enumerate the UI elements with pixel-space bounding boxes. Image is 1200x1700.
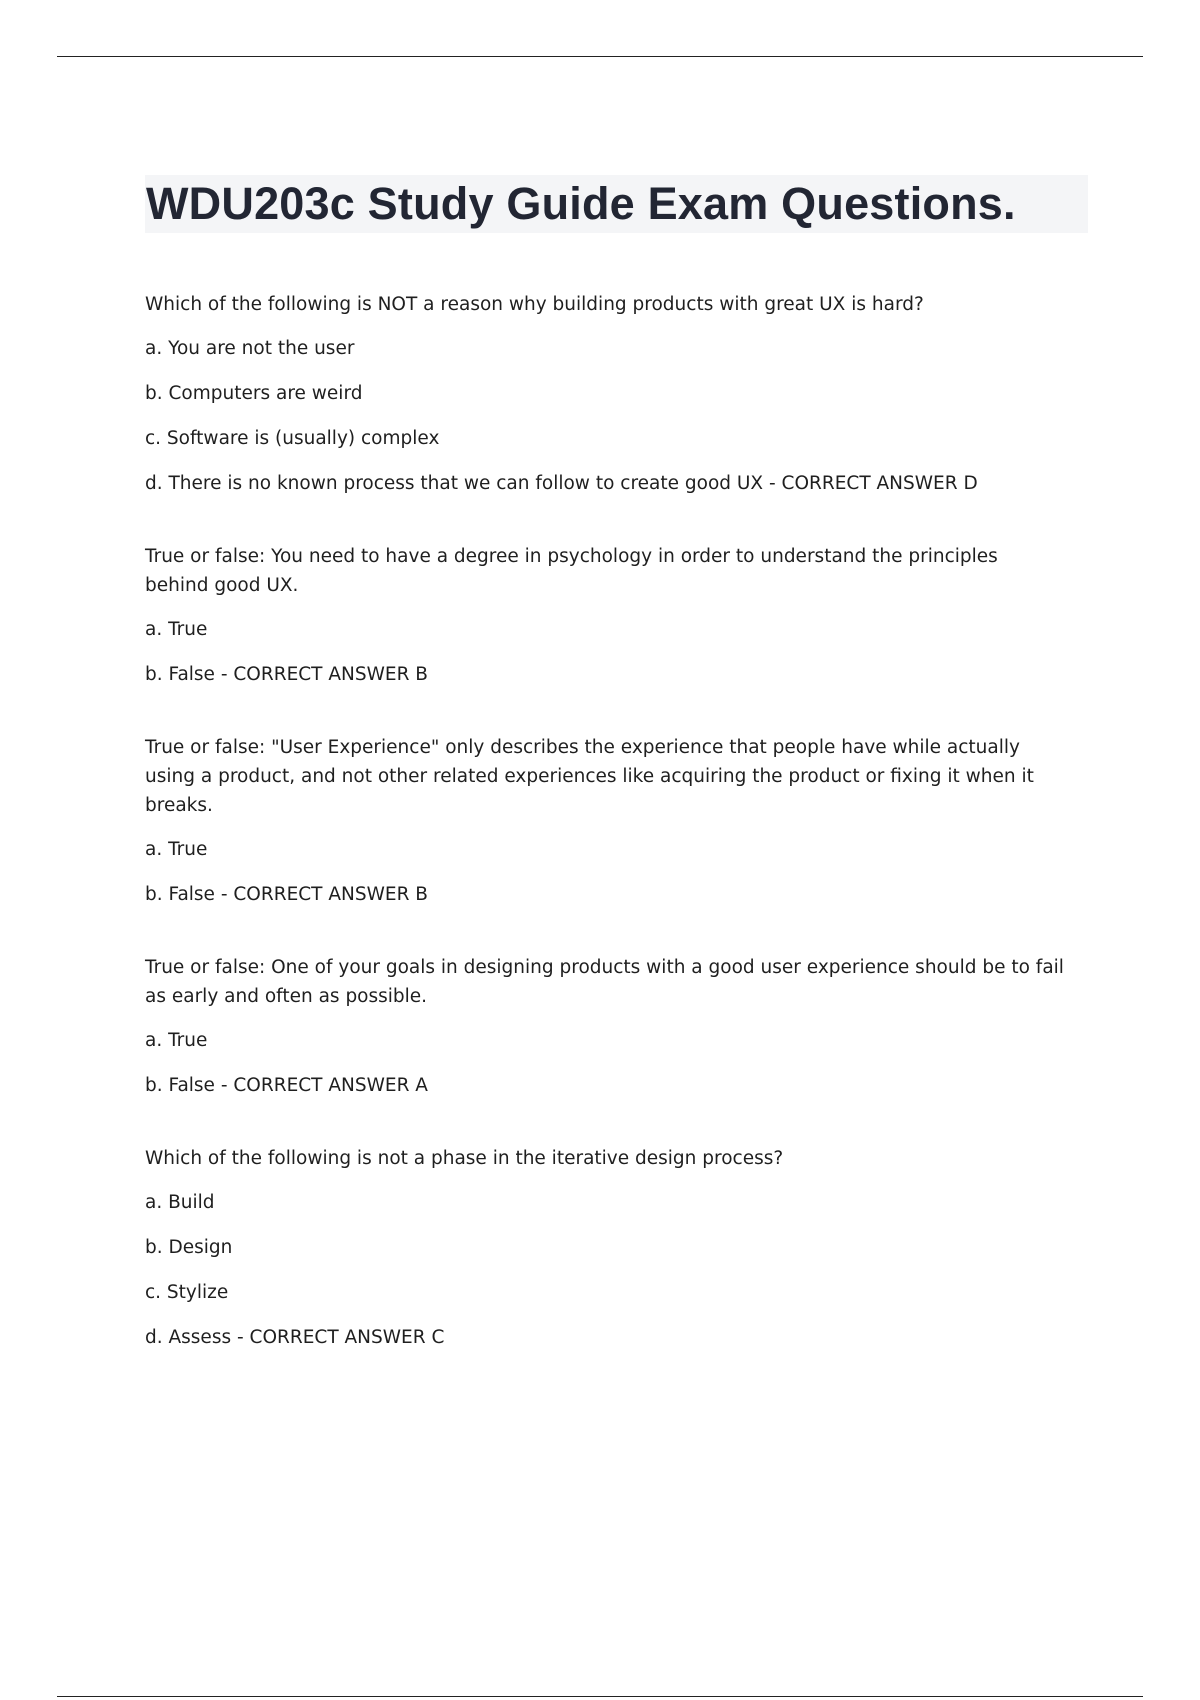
answer-option: a. Build (145, 1192, 215, 1213)
question-text: Which of the following is not a phase in the iterative design process? (145, 1148, 784, 1169)
question-text: True or false: "User Experience" only describes the experience that people have while actually using a product, and not other related experiences like acquiring the product or fixing it when it breaks. (145, 737, 1034, 816)
answer-option: c. Stylize (145, 1282, 229, 1303)
question-1 (145, 290, 1065, 498)
question-text: True or false: One of your goals in designing products with a good user experience should be to fail as early and often as possible. (145, 957, 1064, 1007)
answer-option: d. Assess - CORRECT ANSWER C (145, 1327, 445, 1348)
answer-option: a. True (145, 839, 208, 860)
answer-option: a. True (145, 619, 208, 640)
question-5 (145, 1144, 1065, 1352)
question-text: True or false: You need to have a degree in psychology in order to understand the principles behind good UX. (145, 546, 998, 596)
question-4 (145, 953, 1065, 1100)
answer-option: a. True (145, 1030, 208, 1051)
answer-option: a. You are not the user (145, 338, 355, 359)
page-title: WDU203c Study Guide Exam Questions. (145, 175, 1088, 233)
answer-option: b. False - CORRECT ANSWER B (145, 884, 429, 905)
question-2 (145, 542, 1065, 689)
questions-list (145, 290, 1065, 1396)
answer-option: b. Design (145, 1237, 233, 1258)
bottom-rule (57, 1696, 1143, 1697)
answer-option: c. Software is (usually) complex (145, 428, 440, 449)
answer-option: d. There is no known process that we can follow to create good UX - CORRECT ANSWER D (145, 473, 978, 494)
question-text: Which of the following is NOT a reason why building products with great UX is hard? (145, 294, 924, 315)
answer-option: b. Computers are weird (145, 383, 363, 404)
answer-option: b. False - CORRECT ANSWER B (145, 664, 429, 685)
top-rule (57, 56, 1143, 57)
answer-option: b. False - CORRECT ANSWER A (145, 1075, 428, 1096)
question-3 (145, 733, 1065, 909)
